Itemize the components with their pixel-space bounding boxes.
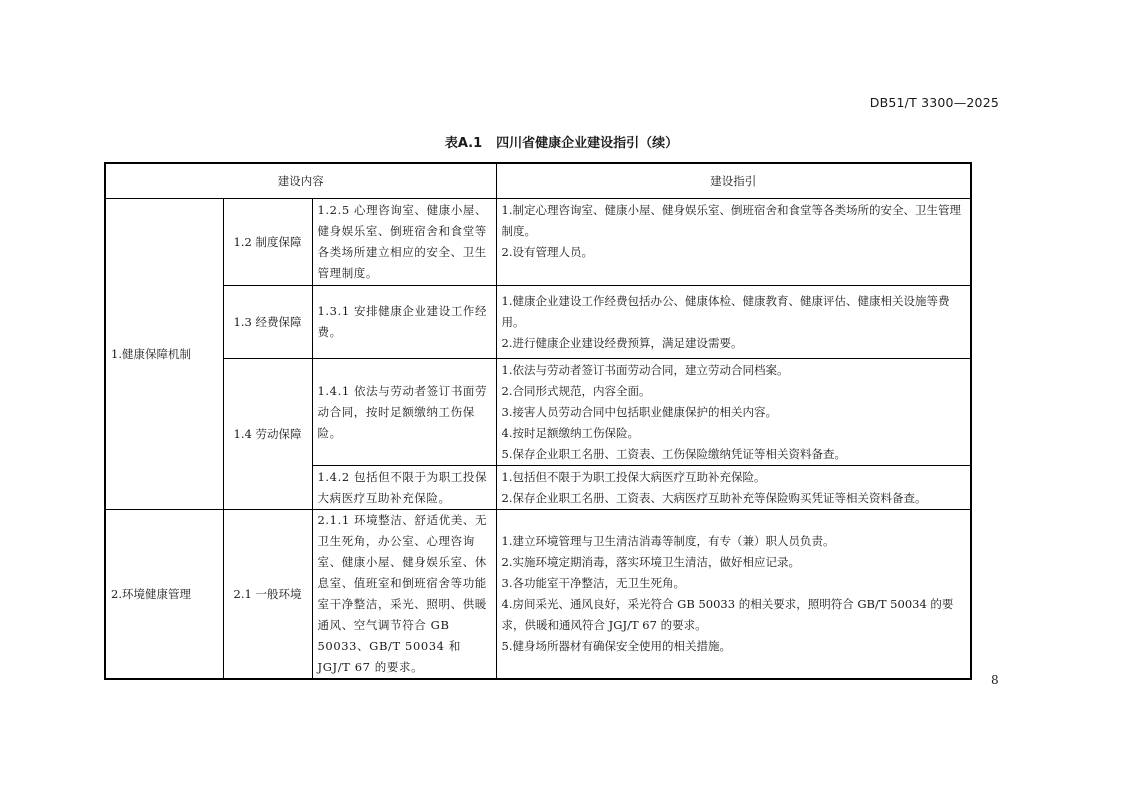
guidance-line: 4.按时足额缴纳工伤保险。 — [501, 425, 640, 440]
table-row — [105, 286, 971, 359]
guidance-line: 2.保存企业职工名册、工资表、大病医疗互助补充等保险购买凭证等相关资料备查。 — [501, 490, 927, 505]
subgroup-label: 1.3 经费保障 — [223, 286, 312, 359]
item-guidance — [496, 199, 971, 286]
guidance-line: 3.各功能室干净整洁，无卫生死角。 — [501, 576, 686, 590]
table-header-row — [105, 163, 971, 199]
item-content: 1.2.5 心理咨询室、健康小屋、健身娱乐室、倒班宿舍和食堂等各类场所建立相应的安全、卫生管理制度。 — [312, 199, 496, 286]
guidance-line: 2.进行健康企业建设经费预算，满足建设需要。 — [501, 335, 743, 350]
header-guidance: 建设指引 — [496, 163, 971, 199]
guidance-line: 1.依法与劳动者签订书面劳动合同，建立劳动合同档案。 — [501, 362, 789, 377]
guidance-line: 4.房间采光、通风良好，采光符合 GB 50033 的相关要求，照明符合 GB/T 50034 的要求，供暖和通风符合 JGJ/T 67 的要求。 — [501, 597, 954, 632]
item-content: 1.4.2 包括但不限于为职工投保大病医疗互助补充保险。 — [312, 466, 496, 510]
guidance-line: 5.保存企业职工名册、工资表、工伤保险缴纳凭证等相关资料备查。 — [501, 446, 846, 461]
construction-guide-table — [104, 162, 972, 680]
item-content: 2.1.1 环境整洁、舒适优美、无卫生死角，办公室、心理咨询室、健康小屋、健身娱乐室、休息室、值班室和倒班宿舍等功能室干净整洁，采光、照明、供暖通风、空气调节符合 GB 50033、GB/T 50034 和 JGJ/T 67 的要求。 — [312, 510, 496, 680]
table-number: 表A.1 — [444, 136, 483, 151]
guidance-line: 1.包括但不限于为职工投保大病医疗互助补充保险。 — [501, 469, 766, 484]
item-content: 1.4.1 依法与劳动者签订书面劳动合同，按时足额缴纳工伤保险。 — [312, 359, 496, 466]
guidance-line: 1.建立环境管理与卫生清洁消毒等制度，有专（兼）职人员负责。 — [501, 534, 835, 548]
guidance-line: 3.接害人员劳动合同中包括职业健康保护的相关内容。 — [501, 404, 778, 419]
subgroup-label: 2.1 一般环境 — [223, 510, 312, 680]
table-caption — [0, 132, 1123, 151]
item-guidance — [496, 510, 971, 680]
item-guidance — [496, 286, 971, 359]
table-title: 四川省健康企业建设指引（续） — [496, 136, 679, 151]
group-label: 1.健康保障机制 — [105, 199, 223, 510]
guidance-line: 2.合同形式规范，内容全面。 — [501, 383, 651, 398]
item-content: 1.3.1 安排健康企业建设工作经费。 — [312, 286, 496, 359]
subgroup-label: 1.2 制度保障 — [223, 199, 312, 286]
guidance-line: 5.健身场所器材有确保安全使用的相关措施。 — [501, 639, 732, 653]
guidance-line: 2.实施环境定期消毒，落实环境卫生清洁，做好相应记录。 — [501, 555, 801, 569]
subgroup-label: 1.4 劳动保障 — [223, 359, 312, 510]
guidance-line: 2.设有管理人员。 — [501, 245, 594, 259]
group-label: 2.环境健康管理 — [105, 510, 223, 680]
guidance-line: 1.健康企业建设工作经费包括办公、健康体检、健康教育、健康评估、健康相关设施等费用。 — [501, 293, 950, 329]
table-row — [105, 199, 971, 286]
document-code: DB51/T 3300—2025 — [869, 95, 999, 110]
page-number: 8 — [991, 673, 999, 687]
header-content: 建设内容 — [105, 163, 496, 199]
table-row — [105, 359, 971, 466]
table-row — [105, 510, 971, 680]
guidance-line: 1.制定心理咨询室、健康小屋、健身娱乐室、倒班宿舍和食堂等各类场所的安全、卫生管理制度。 — [501, 203, 961, 238]
item-guidance — [496, 359, 971, 466]
item-guidance — [496, 466, 971, 510]
